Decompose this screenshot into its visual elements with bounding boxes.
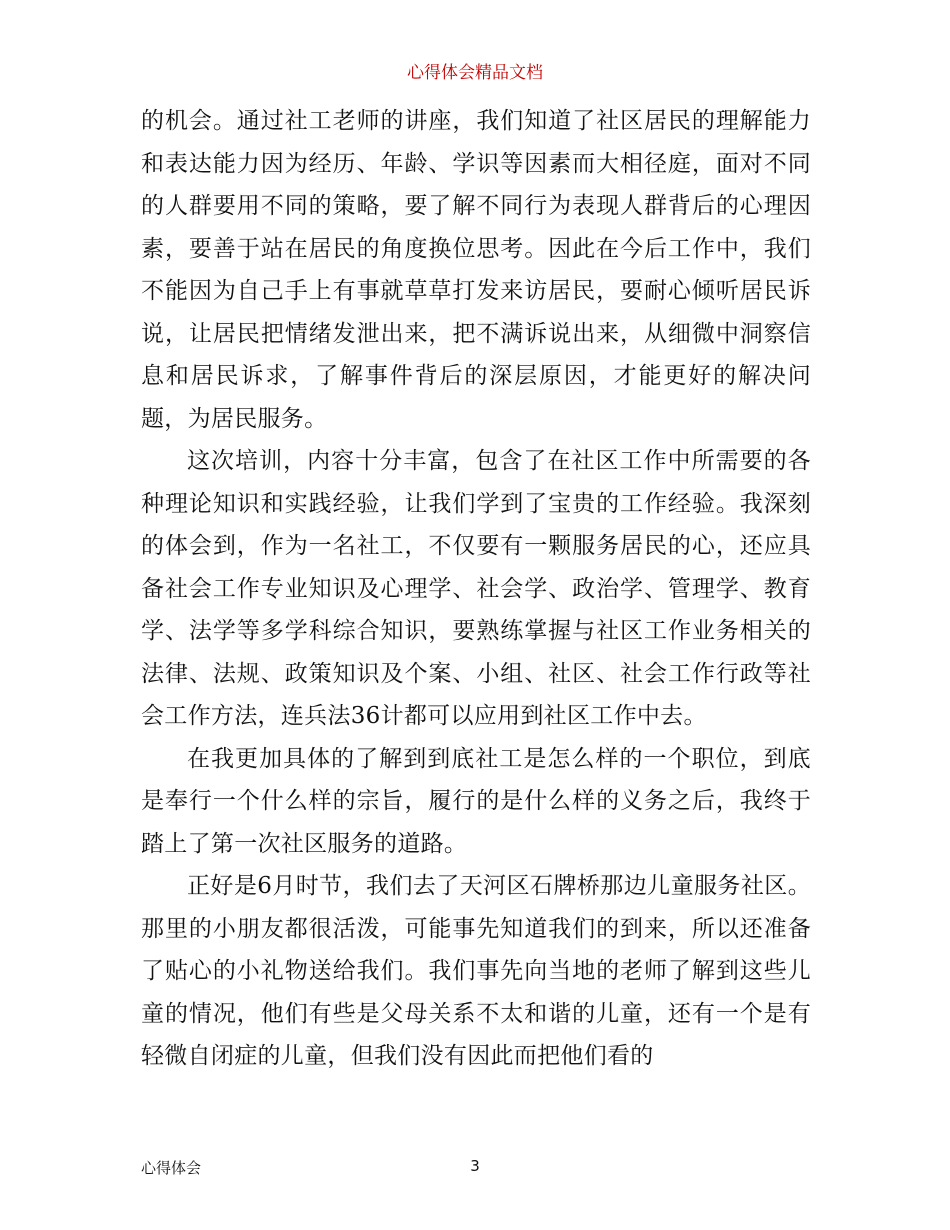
paragraph-3: 在我更加具体的了解到到底社工是怎么样的一个职位，到底是奉行一个什么样的宗旨，履行的是什么样的义务之后，我终于踏上了第一次社区服务的道路。 xyxy=(141,745,811,857)
page-number: 3 xyxy=(470,1157,480,1175)
footer-label: 心得体会 xyxy=(141,1159,202,1177)
paragraph-2: 这次培训，内容十分丰富，包含了在社区工作中所需要的各种理论知识和实践经验，让我们学到了宝贵的工作经验。我深刻的体会到，作为一名社工，不仅要有一颗服务居民的心，还应具备社会工作专业知识及心理学、社会学、政治学、管理学、教育学、法学等多学科综合知识，要熟练掌握与社区工作业务相关的法律、法规、政策知识及个案、小组、社区、社会工作行政等社会工作方法，连兵法36计都可以应用到社区工作中去。 xyxy=(141,448,811,729)
paragraph-4: 正好是6月时节，我们去了天河区石牌桥那边儿童服务社区。那里的小朋友都很活泼，可能事先知道我们的到来，所以还准备了贴心的小礼物送给我们。我们事先向当地的老师了解到这些儿童的情况，他们有些是父母关系不太和谐的儿童，还有一个是有轻微自闭症的儿童，但我们没有因此而把他们看的 xyxy=(141,873,811,1069)
page-header: 心得体会精品文档 xyxy=(407,63,543,83)
paragraph-1: 的机会。通过社工老师的讲座，我们知道了社区居民的理解能力和表达能力因为经历、年龄、学识等因素而大相径庭，面对不同的人群要用不同的策略，要了解不同行为表现人群背后的心理因素，要善于站在居民的角度换位思考。因此在今后工作中，我们不能因为自己手上有事就草草打发来访居民，要耐心倾听居民诉说，让居民把情绪发泄出来，把不满诉说出来，从细微中洞察信息和居民诉求，了解事件背后的深层原因，才能更好的解决问题，为居民服务。 xyxy=(141,108,811,432)
document-body xyxy=(141,100,811,1078)
